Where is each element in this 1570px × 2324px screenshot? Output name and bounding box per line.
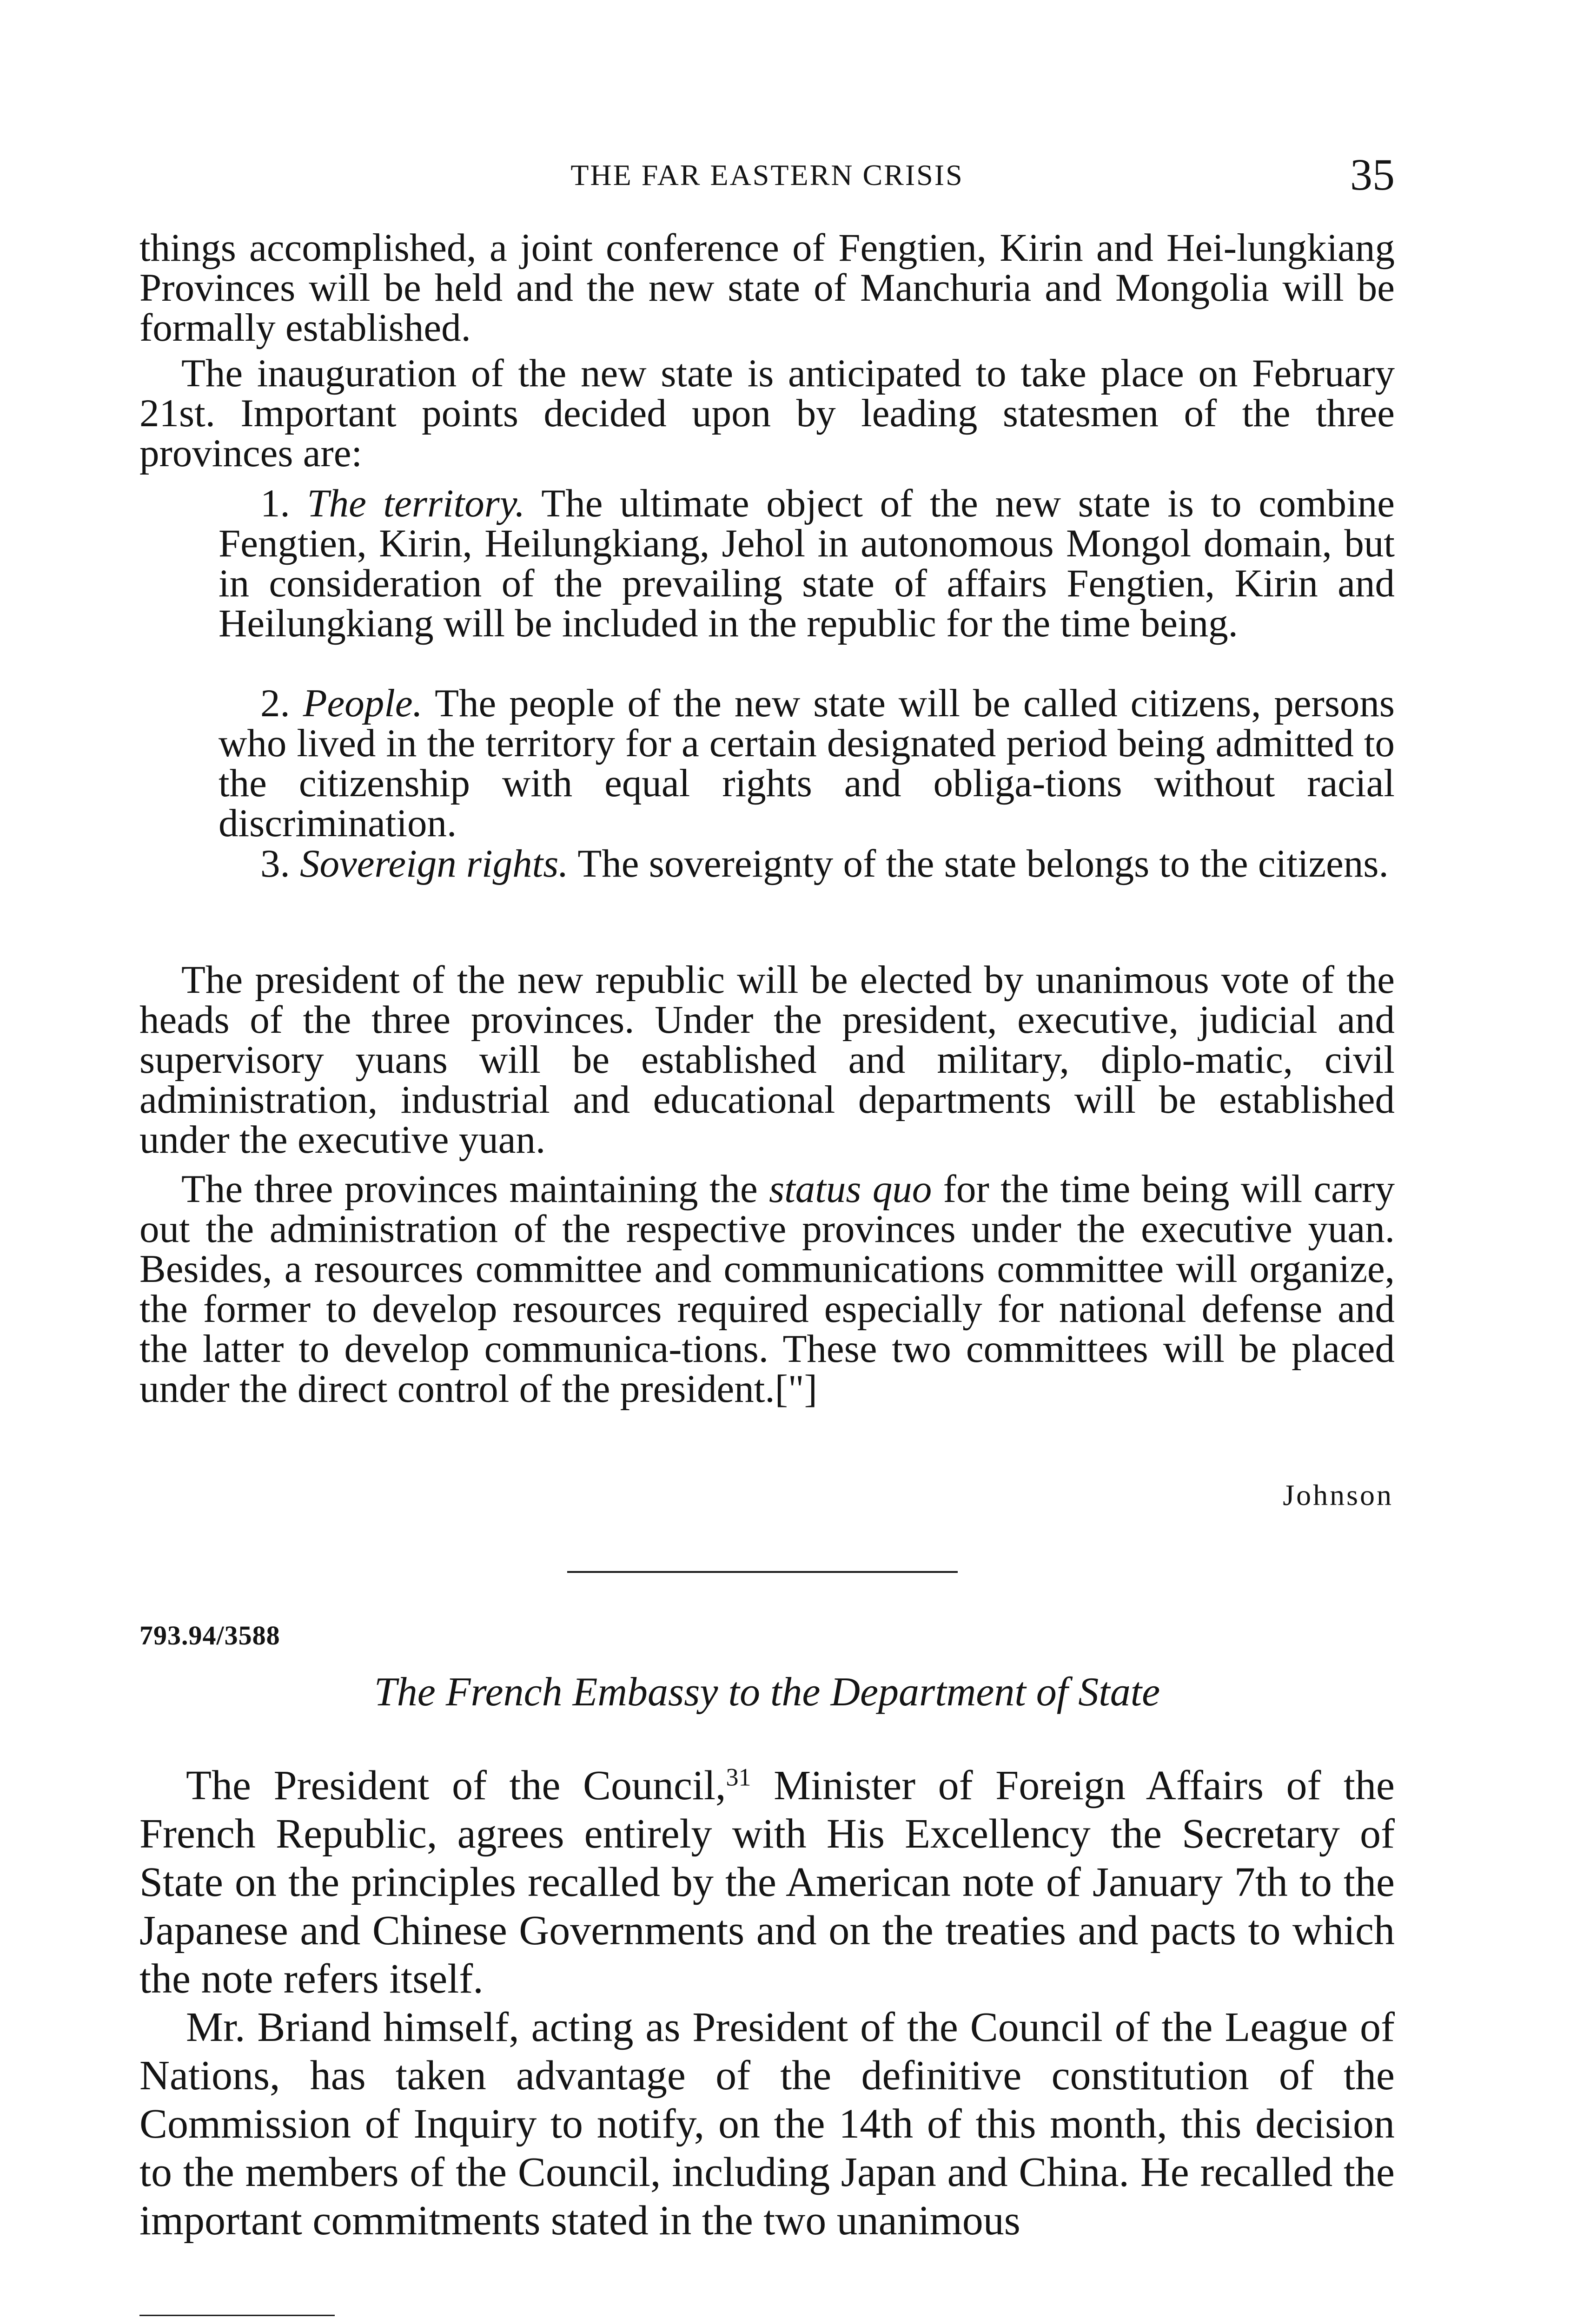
quoted-paragraph-1: things accomplished, a joint conference of Fengtien, Kirin and Hei-lungkiang Provinces will be held and the new state of Manchuria and Mongolia will be formally established.: [139, 226, 1395, 350]
list-item-heading: People.: [303, 681, 423, 725]
document-paragraph-2: Mr. Briand himself, acting as President of the Council of the League of Nations, has taken advantage of the definitive constitution of the Commission of Inquiry to notify, on the 14th of this month, this decision to the members of the Council, including Japan and China. He recalled the important commitments stated in the two unanimous: [139, 2004, 1395, 2244]
list-item-territory: [219, 483, 1395, 643]
list-item-number: 3.: [260, 842, 290, 885]
running-head: THE FAR EASTERN CRISIS: [570, 158, 964, 191]
quoted-paragraph-2: [139, 353, 1395, 473]
paragraph-4-end: for the time being will carry out the administration of the respective provinces under the executive yuan. Besides, a resources committee and communications committee will organize, the former to develop resources required especially for national defense and the latter to develop communica-tions. These two committees will be placed under the direct control of the president.["]: [139, 1167, 1395, 1411]
list-item-number: 1.: [260, 482, 290, 525]
list-item-text: The ultimate object of the new state is to combine Fengtien, Kirin, Heilungkiang, Jehol in autonomous Mongol domain, but in consideration of the prevailing state of affairs Fengtien, Kirin and Heilungkiang will be included in the republic for the time being.: [219, 482, 1395, 645]
page-number: 35: [1350, 150, 1395, 199]
footnote-divider: [139, 2315, 335, 2316]
section-divider: [567, 1571, 958, 1573]
paragraph-1-start: The President of the Council,: [186, 1763, 726, 1809]
list-item-text: The sovereignty of the state belongs to the citizens.: [577, 842, 1389, 885]
file-number: 793.94/3588: [139, 1620, 280, 1651]
list-item-heading: The territory.: [307, 482, 525, 525]
list-item-heading: Sovereign rights.: [300, 842, 569, 885]
signature: Johnson: [1283, 1479, 1393, 1512]
status-quo-phrase: status quo: [769, 1167, 932, 1211]
list-item-people: [219, 683, 1395, 843]
paragraph-4-start: The three provinces maintaining the: [181, 1167, 758, 1211]
quoted-paragraph-3: The president of the new republic will be elected by unanimous vote of the heads of the three provinces. Under the president, executive, judicial and supervisory yuans will be established and military, diplo-matic, civil administration, industrial and educational departments will be established under the executive yuan.: [139, 958, 1395, 1162]
page-header: [139, 149, 1395, 200]
list-item-text: The people of the new state will be called citizens, persons who lived in the territory for a certain designated period being admitted to the citizenship with equal rights and obliga-tions without racial discrimination.: [219, 681, 1395, 845]
paragraph-1-end: Minister of Foreign Affairs of the French Republic, agrees entirely with His Excellency the Secretary of State on the principles recalled by the American note of January 7th to the Japanese and Chinese Governments and on the treaties and pacts to which the note refers itself.: [139, 1763, 1395, 2002]
quoted-paragraph-4: [139, 1169, 1395, 1409]
list-item-sovereign-rights: [219, 844, 1395, 884]
list-item-number: 2.: [260, 681, 290, 725]
quoted-paragraph-2-text: The inauguration of the new state is anticipated to take place on February 21st. Important points decided upon by leading statesmen of the three provinces are:: [139, 351, 1395, 475]
document-paragraph-1: [139, 1762, 1395, 2003]
document-title: The French Embassy to the Department of State: [374, 1670, 1160, 1715]
footnote-reference: 31: [726, 1763, 751, 1791]
